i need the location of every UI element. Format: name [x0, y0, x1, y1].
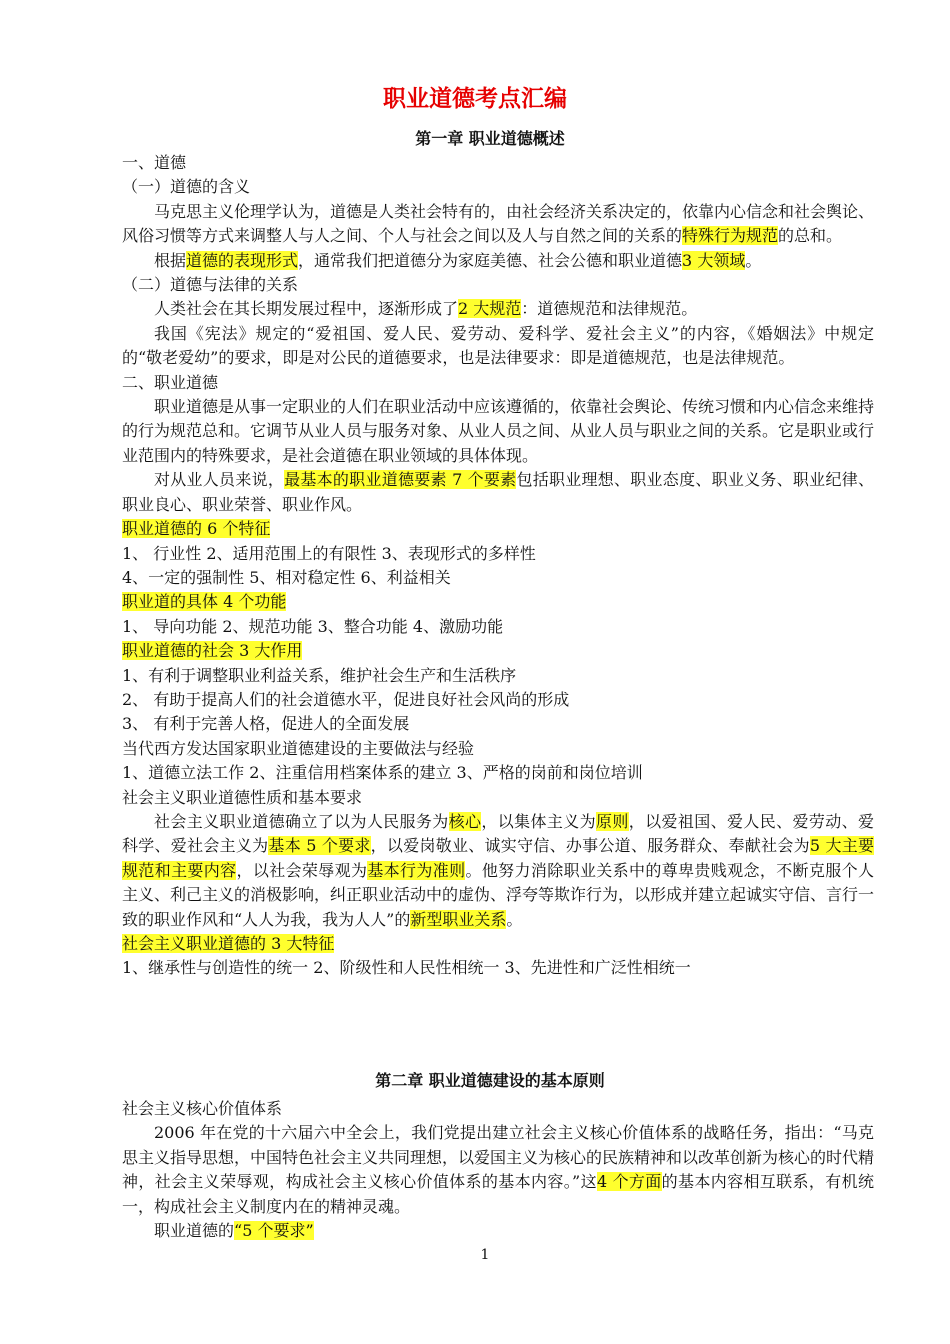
chapter-1-body: [122, 151, 874, 981]
highlight: 核心: [448, 811, 482, 831]
text-run: 对从业人员来说，: [154, 470, 285, 490]
highlight: 最基本的职业道德要素 7 个要素: [284, 470, 517, 490]
text-run: ，以社会荣辱观为: [236, 860, 368, 880]
text-run: 2006 年在党的十六届六中全会上，我们党提出建立社会主义核心价值体系的战略任务，指出：“马克思主义指导思想，中国特色社会主义共同理想，以爱国主义为核心的民族精神和以改革创新为核心的时代精神，社会主义荣辱观，构成社会主义核心价值体系的基本内容。”这: [122, 1123, 875, 1192]
text-run: 职业道德的: [154, 1221, 235, 1241]
list-item-role-3: 3、 有利于完善人格，促进人的全面发展: [122, 714, 410, 734]
list-item-role-2: 2、 有助于提高人们的社会道德水平，促进良好社会风尚的形成: [122, 689, 570, 709]
text-run: ，以集体主义为: [481, 811, 597, 831]
text-run: 包括职业理想、职业态度、职业义务、职业纪律、职业良心、职业荣誉、职业作风。: [122, 470, 874, 514]
paragraph-socialist-ethics: [122, 810, 874, 932]
highlight: 2 大规范: [458, 299, 522, 319]
text-run: 人类社会在其长期发展过程中，逐渐形成了: [154, 299, 459, 319]
highlight: 职业道的具体 4 个功能: [122, 592, 287, 612]
text-run: 。: [745, 250, 762, 270]
text-run: ，以爱祖国、爱人民、爱劳动、爱科学、爱社会主义为: [122, 811, 874, 856]
highlight: “5 个要求”: [234, 1221, 314, 1241]
highlight: 职业道德的社会 3 大作用: [122, 641, 303, 661]
chapter-2-body: [122, 1097, 874, 1243]
section-heading-professional-ethics: 二、职业道德: [122, 372, 219, 392]
text-run: 根据: [154, 250, 187, 270]
text-run: ，通常我们把道德分为家庭美德、社会公德和职业道德: [298, 250, 683, 270]
highlight: 特殊行为规范: [682, 226, 779, 246]
paragraph-two-norms: [122, 297, 874, 321]
highlight: 4 个方面: [596, 1172, 662, 1192]
text-run: 马克思主义伦理学认为，道德是人类社会特有的，由社会经济关系决定的，依靠内心信念和社会舆论、风俗习惯等方式来调整人与人之间、个人与社会之间以及人与自然之间的关系的: [122, 201, 875, 246]
paragraph-constitution: 我国《宪法》规定的“爱祖国、爱人民、爱劳动、爱科学、爱社会主义”的内容，《婚姻法》中规定的“敬老爱幼”的要求，即是对公民的道德要求，也是法律要求：即是道德规范，也是法律规范。: [122, 323, 874, 368]
list-three-characteristics: 1、继承性与创造性的统一 2、阶级性和人民性相统一 3、先进性和广泛性相统一: [122, 958, 691, 978]
list-functions: 1、 导向功能 2、规范功能 3、整合功能 4、激励功能: [122, 616, 504, 636]
paragraph-five-requirements: [122, 1219, 874, 1243]
highlight: 3 大领域: [682, 250, 746, 270]
list-features-line-2: 4、一定的强制性 5、相对稳定性 6、利益相关: [122, 567, 451, 587]
highlight: 5 大主要规范和主要内容: [122, 836, 874, 880]
text-run: 的总和。: [778, 226, 843, 246]
chapter-2-title: 第二章 职业道德建设的基本原则: [375, 1071, 605, 1090]
list-western-practice: 1、道德立法工作 2、注重信用档案体系的建立 3、严格的岗前和岗位培训: [122, 763, 643, 783]
highlight: 社会主义职业道德的 3 大特征: [122, 934, 335, 953]
subsection-heading-morality-meaning: （一）道德的含义: [122, 177, 251, 197]
text-run: 。: [506, 909, 523, 929]
paragraph-morality-fields: [122, 249, 874, 273]
heading-socialist-ethics: 社会主义职业道德性质和基本要求: [122, 787, 363, 807]
paragraph-professional-ethics-definition: 职业道德是从事一定职业的人们在职业活动中应该遵循的，依靠社会舆论、传统习惯和内心信念来维持的行为规范总和。它调节从业人员与服务对象、从业人员之间、从业人员与职业之间的关系。它是职业或行业范围内的特殊要求，是社会道德在职业领域的具体体现。: [122, 397, 875, 465]
page-number: 1: [480, 1247, 490, 1263]
text-run: 的基本内容相互联系，有机统一，构成社会主义制度内在的精神灵魂。: [122, 1172, 874, 1216]
heading-core-values: 社会主义核心价值体系: [122, 1099, 283, 1118]
text-run: 。他努力消除职业关系中的尊卑贵贱观念，不断克服个人主义、利己主义的消极影响，纠正职业活动中的虚伪、浮夸等欺诈行为，以形成并建立起诚实守信、言行一致的职业作风和“人人为我，我为人人”的: [122, 860, 875, 929]
highlight: 原则: [596, 811, 629, 831]
section-heading-morality: 一、道德: [122, 153, 187, 172]
paragraph-seven-elements: [122, 468, 874, 517]
chapter-1-title: 第一章 职业道德概述: [415, 129, 565, 148]
text-run: 社会主义职业道德确立了以为人民服务为: [154, 811, 449, 831]
highlight: 基本行为准则: [367, 860, 466, 880]
highlight: 新型职业关系: [410, 909, 507, 929]
heading-western-practice: 当代西方发达国家职业道德建设的主要做法与经验: [122, 738, 475, 758]
heading-four-functions: [122, 590, 874, 614]
heading-six-features: [122, 517, 874, 541]
highlight: 基本 5 个要求: [268, 836, 371, 856]
list-item-role-1: 1、有利于调整职业利益关系，维护社会生产和生活秩序: [122, 665, 517, 685]
heading-three-roles: [122, 639, 874, 663]
list-features-line-1: 1、 行业性 2、适用范围上的有限性 3、表现形式的多样性: [122, 543, 536, 563]
highlight: 职业道德的 6 个特征: [122, 519, 271, 539]
document-title: 职业道德考点汇编: [383, 86, 567, 112]
text-run: ，以爱岗敬业、诚实守信、办事公道、服务群众、奉献社会为: [370, 836, 810, 856]
text-run: ：道德规范和法律规范。: [521, 299, 698, 319]
paragraph-morality-definition: [122, 200, 874, 249]
highlight: 道德的表现形式: [186, 250, 299, 270]
heading-three-characteristics: [122, 932, 874, 956]
subsection-heading-morality-law: （二）道德与法律的关系: [122, 275, 299, 295]
paragraph-core-values: [122, 1121, 874, 1219]
